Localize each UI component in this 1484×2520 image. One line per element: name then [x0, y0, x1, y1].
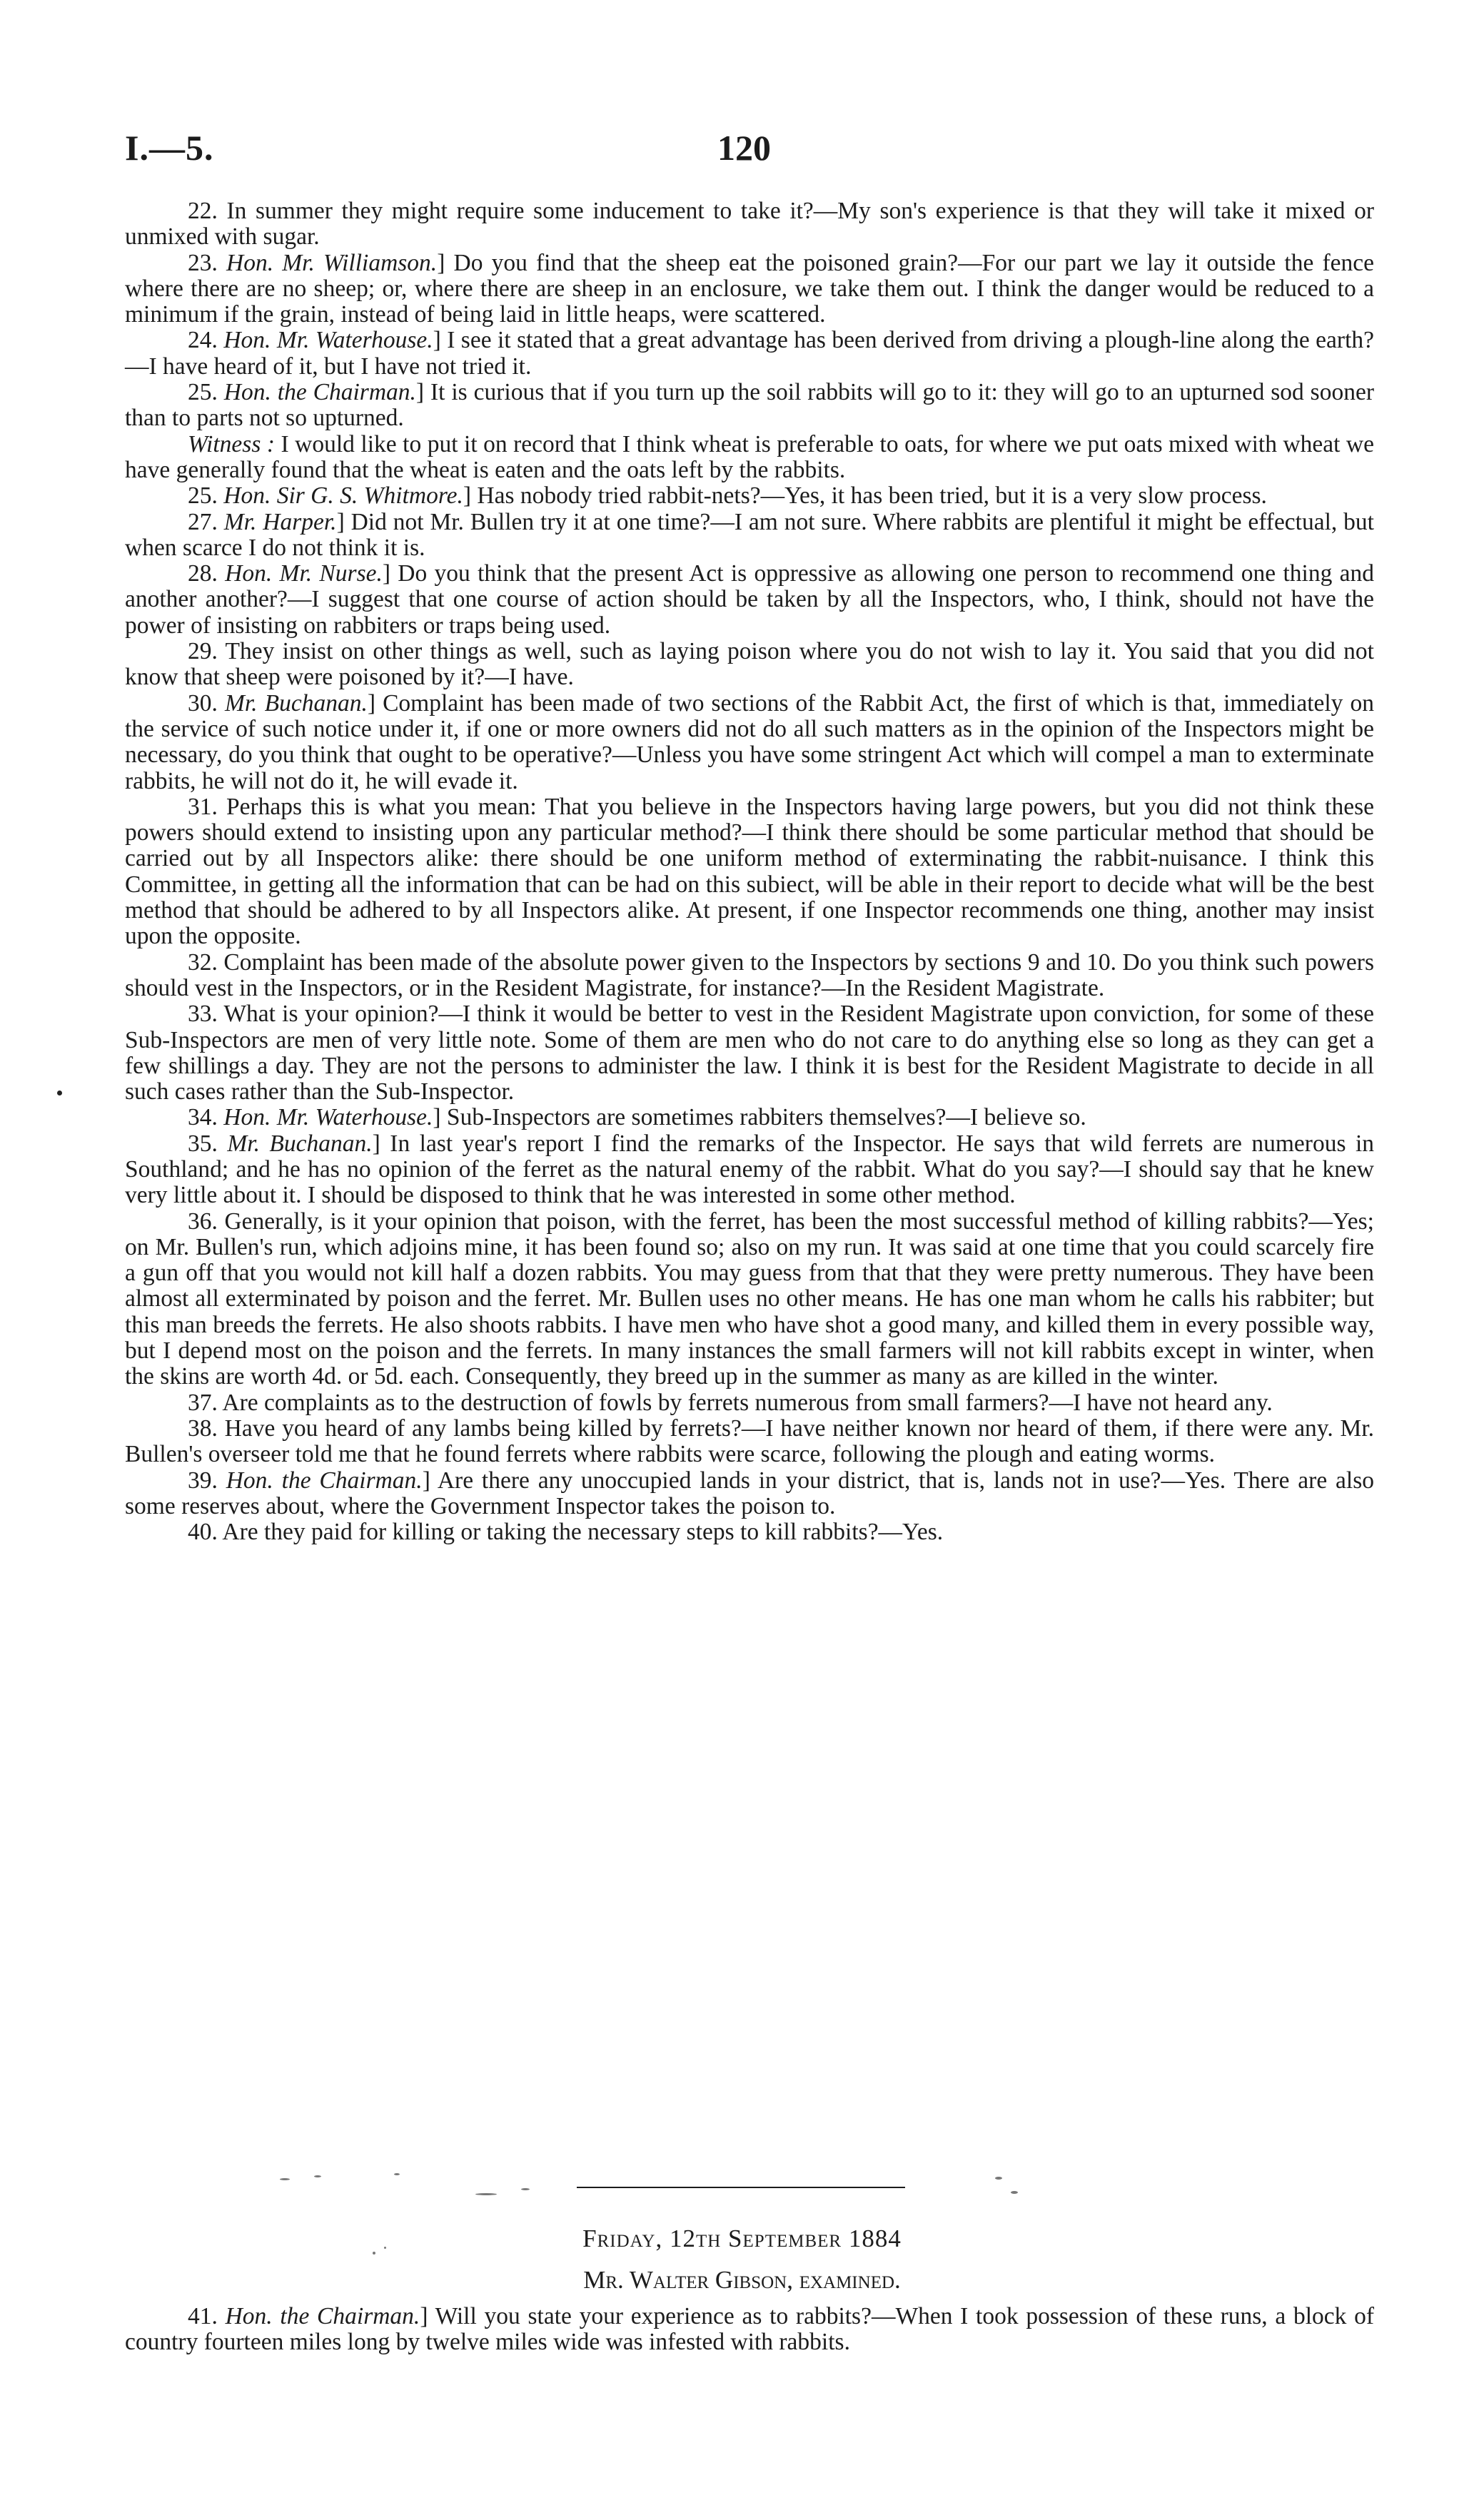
- paragraph-q34: 34. Hon. Mr. Waterhouse.] Sub-Inspectors are sometimes rabbiters themselves?—I believe so.: [188, 1104, 1086, 1131]
- paragraph-q27: 27. Mr. Harper.] Did not Mr. Bullen try it at one time?—I am not sure. Where rabbits are plentiful it might be effectual, but when scarce I do not think it is.: [125, 508, 1374, 561]
- paragraph-q26: 25. Hon. Sir G. S. Whitmore.] Has nobody tried rabbit-nets?—Yes, it has been tried, but it is a very slow process.: [188, 482, 1267, 510]
- paragraph-q29: 29. They insist on other things as well, such as laying poison where you do not wish to lay it. You said that you did not know that sheep were poisoned by it?—I have.: [125, 638, 1374, 691]
- witness-heading: [0, 2266, 1484, 2294]
- paragraph-q28: 28. Hon. Mr. Nurse.] Do you think that the present Act is oppressive as allowing one person to recommend one thing and another another?—I suggest that one course of action should be taken by all the Inspectors, who, I think, should not have the power of insisting on rabbiters or traps being used.: [125, 560, 1374, 639]
- paragraph-q31: 31. Perhaps this is what you mean: That you believe in the Inspectors having large powers, but you did not think these powers should extend to insisting upon any particular method?—I think there should be some particular method that should be carried out by all Inspectors alike: there should be one uniform method of exterminating the rabbit-nuisance. I think this Committee, in getting all the information that can be had on this subiect, will be able in their report to decide what will be the best method that should be adhered to by all Inspectors alike. At present, if one Inspector recommends one thing, another may insist upon the opposite.: [125, 793, 1374, 950]
- paragraph-q41: 41. Hon. the Chairman.] Will you state your experience as to rabbits?—When I took possession of these runs, a block of country fourteen miles long by twelve miles wide was infested with rabbits.: [125, 2303, 1375, 2356]
- paragraph-q24: 24. Hon. Mr. Waterhouse.] I see it stated that a great advantage has been derived from driving a plough-line along the earth?—I have heard of it, but I have not tried it.: [125, 327, 1374, 380]
- paragraph-q25: 25. Hon. the Chairman.] It is curious that if you turn up the soil rabbits will go to it: they will go to an upturned sod sooner than to parts not so upturned.: [125, 379, 1374, 432]
- print-speck: [394, 2173, 400, 2175]
- paragraph-q32: 32. Complaint has been made of the absolute power given to the Inspectors by sections 9 and 10. Do you think such powers should vest in the Inspectors, or in the Resident Magistrate, for instance?—In the Resident Magistrate.: [125, 948, 1374, 1001]
- evidence-body: [125, 198, 1374, 1545]
- paragraph-q23: 23. Hon. Mr. Williamson.] Do you find that the sheep eat the poisoned grain?—For our part we lay it outside the fence where there are no sheep; or, where there are sheep in an enclosure, we take them out. I think the danger would be reduced to a minimum if the grain, instead of being laid in little heaps, were scattered.: [125, 249, 1375, 328]
- print-speck: [57, 1091, 62, 1095]
- print-speck: [521, 2188, 530, 2190]
- document-reference: I.—5.: [125, 128, 214, 168]
- print-speck: [314, 2175, 321, 2177]
- paragraph-q30: 30. Mr. Buchanan.] Complaint has been made of two sections of the Rabbit Act, the first of which is that, immediately on the service of such notice under it, if one or more owners did not do all such matters as in the opinion of the Inspectors might be necessary, do you think that ought to be operative?—Unless you have some stringent Act which will compel a man to exterminate rabbits, he will not do it, he will evade it.: [125, 689, 1374, 794]
- session-date-heading: [0, 2225, 1484, 2253]
- paragraph-q36: 36. Generally, is it your opinion that poison, with the ferret, has been the most successful method of killing rabbits?—Yes; on Mr. Bullen's run, which adjoins mine, it has been found so; also on my run. It was said at one time that you could scarcely fire a gun off that you would not kill half a dozen rabbits. You may guess from that that they were pretty numerous. They have been almost all exterminated by poison and the ferret. Mr. Bullen uses no other means. He has one man whom he calls his rabbiter; but this man breeds the ferrets. He also shoots rabbits. I have men who have shot a good many, and killed them in every possible way, but I depend most on the poison and the ferrets. In many instances the small farmers will not kill rabbits except in winter, when the skins are worth 4d. or 5d. each. Consequently, they breed up in the summer as many as are killed in the winter.: [125, 1208, 1374, 1390]
- witness-examined: Mr. Walter Gibson, examined.: [583, 2266, 901, 2294]
- paragraph-witness-statement: Witness : I would like to put it on record that I think wheat is preferable to oats, for where we put oats mixed with wheat we have generally found that the wheat is eaten and the oats left by the rabbits.: [125, 430, 1374, 483]
- paragraph-q35: 35. Mr. Buchanan.] In last year's report I find the remarks of the Inspector. He says that wild ferrets are numerous in Southland; and he has no opinion of the ferret as the natural enemy of the rabbit. What do you say?—I should say that he knew very little about it. I should be disposed to think that he was interested in some other method.: [125, 1130, 1375, 1209]
- page-number: 120: [717, 128, 771, 168]
- print-speck: [280, 2178, 290, 2180]
- print-speck: [995, 2177, 1002, 2180]
- print-speck: [1011, 2191, 1018, 2194]
- paragraph-q22: 22. In summer they might require some inducement to take it?—My son's experience is that they will take it mixed or unmixed with sugar.: [125, 198, 1374, 251]
- print-speck: [475, 2193, 497, 2195]
- session-date: Friday, 12th September 1884: [582, 2225, 902, 2252]
- paragraph-q33: 33. What is your opinion?—I think it would be better to vest in the Resident Magistrate upon conviction, for some of these Sub-Inspectors are men of very little note. Some of them are men who do not care to do anything else so long as they can get a few shillings a day. They are not the persons to administer the law. I think it is best for the Resident Magistrate to decide in all such cases rather than the Sub-Inspector.: [125, 1001, 1374, 1105]
- paragraph-q37: 37. Are complaints as to the destruction of fowls by ferrets numerous from small farmers?—I have not heard any.: [188, 1389, 1273, 1416]
- paragraph-q39: 39. Hon. the Chairman.] Are there any unoccupied lands in your district, that is, lands not in use?—Yes. There are also some reserves about, where the Government Inspector takes the poison to.: [125, 1467, 1375, 1519]
- paragraph-q38: 38. Have you heard of any lambs being killed by ferrets?—I have neither known nor heard of them, if there were any. Mr. Bullen's overseer told me that he found ferrets where rabbits were scarce, following the plough and eating worms.: [125, 1415, 1374, 1468]
- paragraph-q40: 40. Are they paid for killing or taking the necessary steps to kill rabbits?—Yes.: [188, 1519, 944, 1546]
- section-divider: [577, 2187, 905, 2188]
